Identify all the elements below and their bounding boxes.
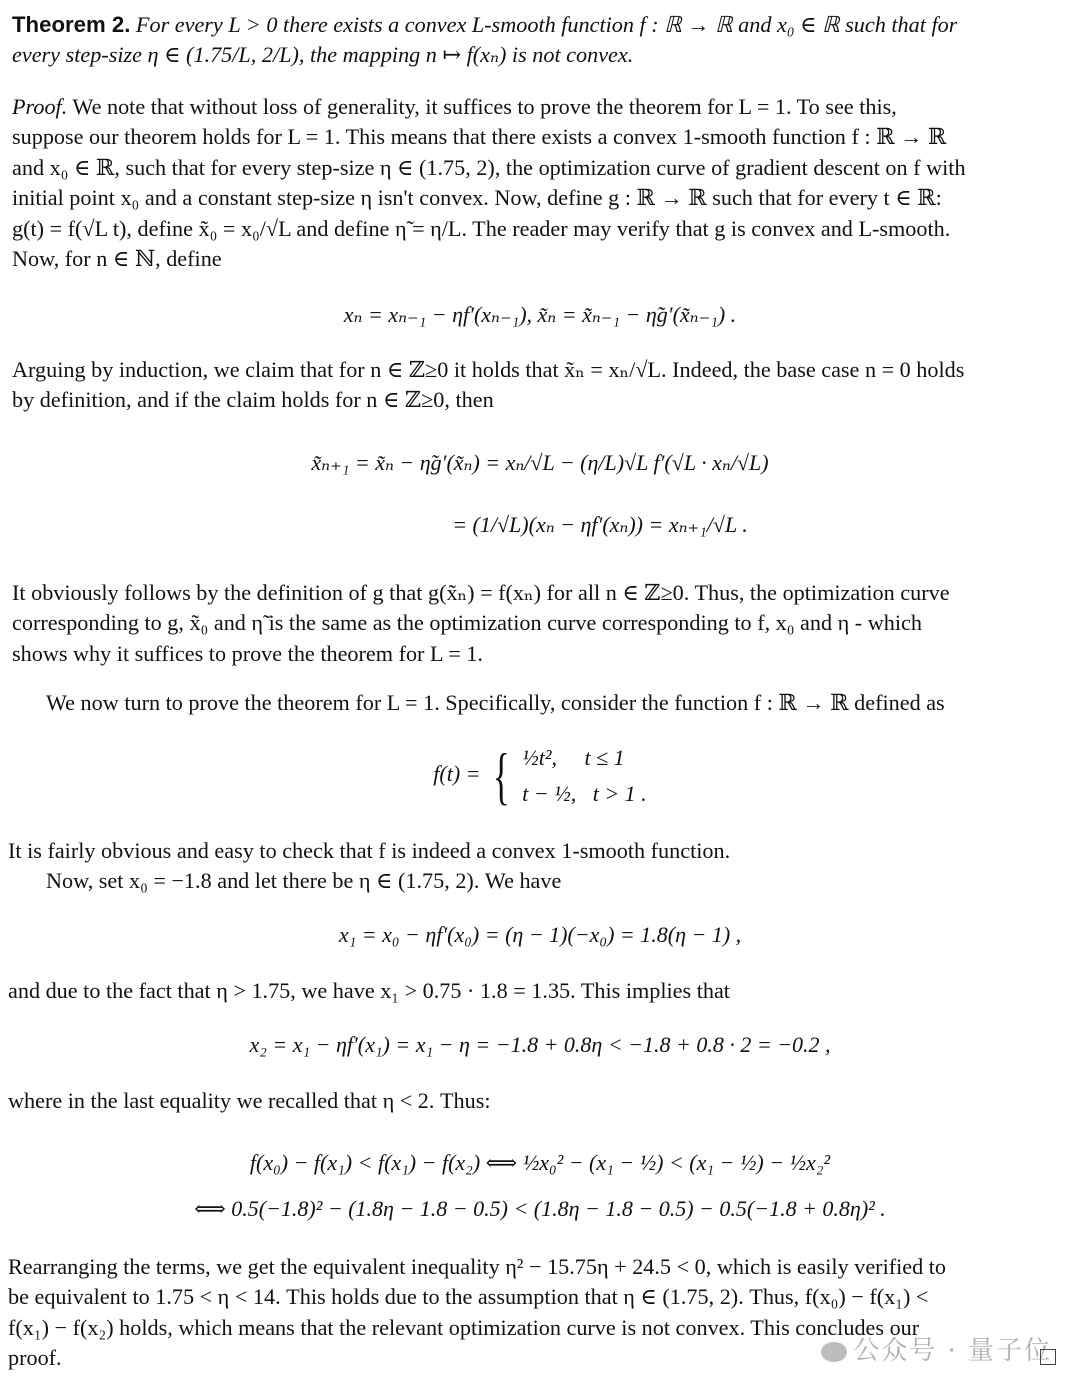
theorem-line-1: For every L > 0 there exists a convex L-smooth function f : ℝ → ℝ and x₀ ∈ ℝ such that for	[135, 12, 958, 37]
equation-inequality-line-2: ⟺ 0.5(−1.8)² − (1.8η − 1.8 − 0.5) < (1.8η − 1.8 − 0.5) − 0.5(−1.8 + 0.8η)² .	[194, 1196, 886, 1221]
proof-text: We note that without loss of generality, it suffices to prove the theorem for L = 1. To see this,	[72, 94, 897, 119]
piecewise-case-1: ½t²,	[522, 745, 557, 770]
equation-x2: x₂ = x₁ − ηf′(x₁) = x₁ − η = −1.8 + 0.8η < −1.8 + 0.8 · 2 = −0.2 ,	[249, 1032, 831, 1057]
proof-text: where in the last equality we recalled that η < 2. Thus:	[8, 1088, 491, 1113]
equation-induction-line-2: = (1/√L)(xₙ − ηf′(xₙ)) = xₙ₊₁/√L .	[452, 512, 748, 537]
proof-text: and x₀ ∈ ℝ, such that for every step-size η ∈ (1.75, 2), the optimization curve of gradient descent on f with	[12, 154, 966, 180]
proof-text: Arguing by induction, we claim that for n ∈ ℤ≥0 it holds that x̃ₙ = xₙ/√L. Indeed, the base case n = 0 holds	[12, 357, 965, 382]
proof-paragraph-4	[46, 688, 1058, 718]
equation-piecewise	[0, 740, 1080, 812]
proof-text: suppose our theorem holds for L = 1. This means that there exists a convex 1-smooth function f : ℝ → ℝ	[12, 124, 947, 150]
proof-paragraph-1	[12, 92, 1058, 274]
piecewise-cond-1: t ≤ 1	[584, 745, 625, 770]
equation-induction-line-1: x̃ₙ₊₁ = x̃ₙ − η̃g′(x̃ₙ) = xₙ/√L − (η/L)√L f′(√L · xₙ/√L)	[311, 450, 769, 475]
proof-text: corresponding to g, x̃₀ and η̃ is the same as the optimization curve corresponding to f, x₀ and η - which	[12, 610, 922, 636]
proof-paragraph-7	[8, 1086, 1058, 1116]
piecewise-cond-2: t > 1 .	[592, 781, 647, 806]
theorem-statement	[12, 10, 1058, 71]
theorem-label: Theorem 2.	[12, 12, 131, 37]
proof-text: Now, for n ∈ ℕ, define	[12, 246, 222, 272]
theorem-line-2: every step-size η ∈ (1.75/L, 2/L), the mapping n ↦ f(xₙ) is not convex.	[12, 42, 634, 68]
equation-inequality-line-1: f(x₀) − f(x₁) < f(x₁) − f(x₂) ⟺ ½x₀² − (x₁ − ½) < (x₁ − ½) − ½x₂²	[249, 1150, 831, 1175]
watermark	[821, 1330, 1052, 1367]
proof-text: be equivalent to 1.75 < η < 14. This holds due to the assumption that η ∈ (1.75, 2). Thus, f(x₀) − f(x₁) <	[8, 1284, 929, 1310]
proof-text: It obviously follows by the definition of g that g(x̃ₙ) = f(xₙ) for all n ∈ ℤ≥0. Thus, the optimization curve	[12, 580, 950, 605]
proof-paragraph-2	[12, 355, 1058, 416]
piecewise-cases	[522, 740, 646, 812]
proof-text: We now turn to prove the theorem for L = 1. Specifically, consider the function f : ℝ → ℝ defined as	[46, 690, 945, 715]
proof-text: It is fairly obvious and easy to check that f is indeed a convex 1-smooth function.	[8, 838, 731, 863]
proof-paragraph-5	[8, 836, 1058, 897]
proof-text: Rearranging the terms, we get the equivalent inequality η² − 15.75η + 24.5 < 0, which is easily verified to	[8, 1254, 947, 1279]
brace-symbol: {	[492, 740, 510, 811]
proof-text: f(x₁) − f(x₂) holds, which means that the relevant optimization curve is not convex. This concludes our	[8, 1314, 920, 1340]
piecewise-lhs: f(t) =	[433, 761, 481, 787]
proof-text: proof.	[8, 1345, 62, 1371]
watermark-text: 公众号 · 量子位	[853, 1336, 1052, 1366]
proof-text: shows why it suffices to prove the theorem for L = 1.	[12, 640, 483, 666]
equation-x1: x₁ = x₀ − ηf′(x₀) = (η − 1)(−x₀) = 1.8(η − 1) ,	[338, 922, 742, 947]
piecewise-case-2: t − ½,	[522, 781, 577, 806]
proof-label: Proof.	[12, 94, 68, 119]
proof-paragraph-3	[12, 578, 1058, 669]
equation-recurrence: xₙ = xₙ₋₁ − ηf′(xₙ₋₁), x̃ₙ = x̃ₙ₋₁ − η̃g′(x̃ₙ₋₁) .	[343, 302, 737, 327]
proof-text: g(t) = f(√L t), define x̃₀ = x₀/√L and define η̃ = η/L. The reader may verify that g is convex and L-smooth.	[12, 215, 951, 241]
proof-paragraph-6	[8, 976, 1058, 1006]
wechat-icon	[821, 1342, 847, 1362]
proof-text: Now, set x₀ = −1.8 and let there be η ∈ (1.75, 2). We have	[46, 868, 562, 894]
proof-text: by definition, and if the claim holds for n ∈ ℤ≥0, then	[12, 387, 494, 413]
proof-text: and due to the fact that η > 1.75, we have x₁ > 0.75 · 1.8 = 1.35. This implies that	[8, 978, 730, 1003]
qed-square-icon	[1040, 1349, 1056, 1365]
proof-text: initial point x₀ and a constant step-size η isn't convex. Now, define g : ℝ → ℝ such that for every t ∈ ℝ:	[12, 185, 942, 211]
